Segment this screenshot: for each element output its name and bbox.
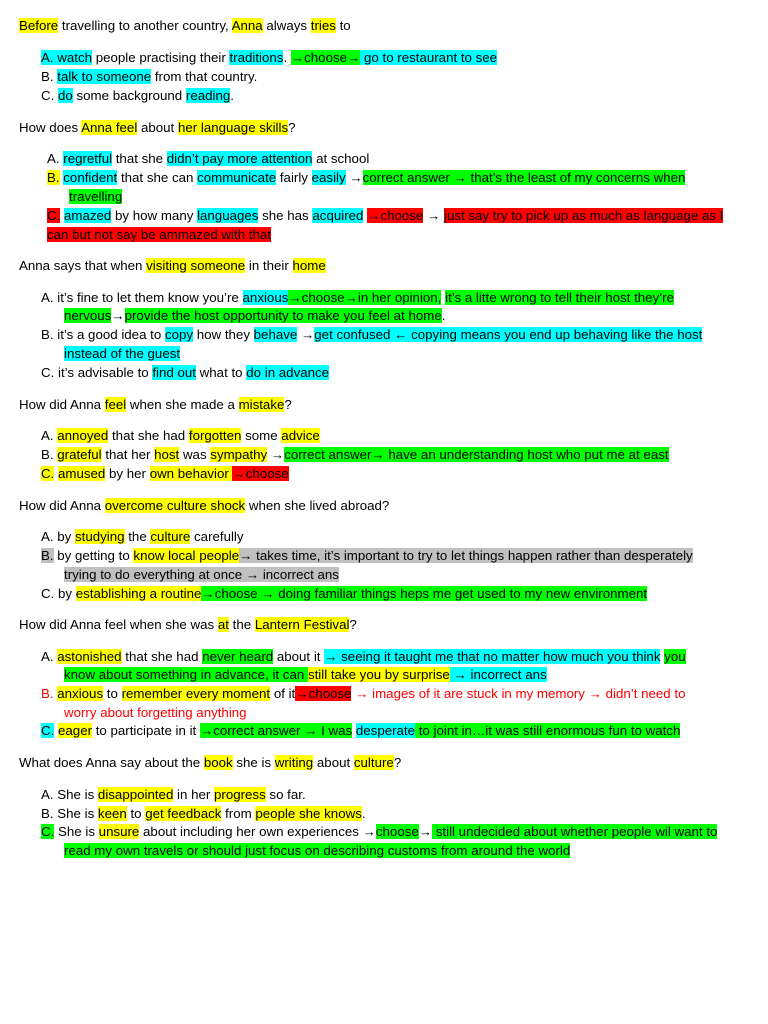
question-5-option-b bbox=[41, 547, 693, 565]
highlighted-text: advice bbox=[281, 428, 320, 443]
highlighted-text: amused bbox=[58, 466, 106, 481]
text-run: How did Anna feel when she was bbox=[19, 617, 218, 632]
question-6-option-c bbox=[41, 722, 680, 740]
text-run: always bbox=[262, 18, 311, 33]
text-run: in her bbox=[173, 787, 214, 802]
text-run: that she bbox=[112, 151, 167, 166]
question-6-option-a bbox=[41, 648, 686, 666]
question-7-option-b bbox=[41, 805, 366, 823]
text-run: ? bbox=[284, 397, 292, 412]
highlighted-text: culture bbox=[150, 529, 191, 544]
question-5-option-a bbox=[41, 528, 244, 546]
highlighted-text: languages bbox=[197, 208, 259, 223]
text-run: that she had bbox=[121, 649, 203, 664]
text-run: that she can bbox=[117, 170, 198, 185]
highlighted-text: keen bbox=[97, 806, 127, 821]
highlighted-text: → images of it are stuck in my memory → didn’t need to bbox=[351, 686, 686, 701]
question-2-option-c bbox=[47, 207, 723, 225]
highlighted-text: → incorrect ans bbox=[449, 667, 547, 682]
highlighted-text: read my own travels or should just focus on describing customs from around the world bbox=[64, 843, 571, 858]
highlighted-text: remember every moment bbox=[121, 686, 271, 701]
highlighted-text: amazed bbox=[64, 208, 112, 223]
text-run: when she lived abroad? bbox=[245, 498, 390, 513]
highlighted-text: → bbox=[232, 466, 246, 481]
text-run: some bbox=[241, 428, 282, 443]
highlighted-text: establishing a routine bbox=[75, 586, 202, 601]
highlighted-text: C. bbox=[41, 466, 55, 481]
highlighted-text: studying bbox=[75, 529, 125, 544]
highlighted-text: astonished bbox=[57, 649, 122, 664]
text-run: B. bbox=[41, 69, 58, 84]
text-run: the bbox=[124, 529, 151, 544]
text-run: → bbox=[111, 308, 125, 323]
text-run: How did Anna bbox=[19, 397, 105, 412]
question-4 bbox=[19, 396, 292, 414]
text-run: ? bbox=[393, 755, 402, 770]
question-5-option-c bbox=[41, 585, 647, 603]
text-run: C. it’s advisable to bbox=[41, 365, 153, 380]
text-run: how they bbox=[193, 327, 254, 342]
text-run: so far. bbox=[265, 787, 306, 802]
text-run: A. bbox=[41, 428, 58, 443]
text-run: from that country. bbox=[151, 69, 258, 84]
text-run: ? bbox=[288, 120, 296, 135]
highlighted-text: grateful bbox=[57, 447, 102, 462]
text-run: to bbox=[335, 18, 351, 33]
highlighted-text: home bbox=[292, 258, 326, 273]
question-5-option-b bbox=[64, 566, 339, 584]
highlighted-text: find out bbox=[152, 365, 196, 380]
highlighted-text: instead of the guest bbox=[64, 346, 181, 361]
question-2-option-b bbox=[69, 188, 122, 206]
question-3 bbox=[19, 257, 326, 275]
highlighted-text: reading bbox=[185, 88, 231, 103]
highlighted-text: know about something in advance, it can bbox=[64, 667, 308, 682]
question-4-option-c bbox=[41, 465, 289, 483]
text-run: people practising their bbox=[92, 50, 230, 65]
highlighted-text: go to restaurant to see bbox=[360, 50, 498, 65]
question-6-option-a bbox=[64, 666, 547, 684]
highlighted-text: host bbox=[154, 447, 180, 462]
highlighted-text: it’s a litte wrong to tell their host they’re bbox=[445, 290, 674, 305]
highlighted-text: travelling bbox=[69, 189, 123, 204]
highlighted-text: talk to someone bbox=[57, 69, 152, 84]
highlighted-text: do bbox=[58, 88, 73, 103]
highlighted-text: Before bbox=[19, 18, 59, 33]
text-run: about including her own experiences → bbox=[139, 824, 376, 839]
highlighted-text: B. bbox=[41, 686, 58, 701]
highlighted-text: writing bbox=[274, 755, 314, 770]
highlighted-text: choose bbox=[245, 466, 289, 481]
highlighted-text: → takes time, it’s important to try to let things happen rather than desperately bbox=[239, 548, 693, 563]
text-run: → bbox=[345, 170, 363, 185]
text-run: → bbox=[423, 208, 444, 223]
question-7-option-c bbox=[41, 823, 717, 841]
highlighted-text: anxious bbox=[242, 290, 289, 305]
text-run: How does bbox=[19, 120, 82, 135]
text-run: B. She is bbox=[41, 806, 98, 821]
highlighted-text: at bbox=[217, 617, 229, 632]
text-run: A. She is bbox=[41, 787, 98, 802]
text-run: carefully bbox=[190, 529, 244, 544]
text-run: C. bbox=[41, 88, 58, 103]
highlighted-text: → seeing it taught me that no matter how much you think bbox=[324, 649, 661, 664]
highlighted-text: didn’t pay more attention bbox=[166, 151, 313, 166]
highlighted-text: anxious bbox=[57, 686, 104, 701]
highlighted-text: you bbox=[664, 649, 686, 664]
highlighted-text: worry about forgetting anything bbox=[64, 705, 247, 720]
text-run: A. bbox=[41, 649, 58, 664]
highlighted-text: just say try to pick up as much as language as I bbox=[444, 208, 724, 223]
highlighted-text: A. watch bbox=[41, 50, 92, 65]
text-run: was bbox=[179, 447, 211, 462]
text-run: fairly bbox=[276, 170, 312, 185]
text-run: Anna says that when bbox=[19, 258, 147, 273]
highlighted-text: behave bbox=[253, 327, 298, 342]
text-run: the bbox=[228, 617, 255, 632]
text-run: A. bbox=[47, 151, 64, 166]
question-6-option-b bbox=[41, 685, 685, 703]
highlighted-text: C. bbox=[41, 824, 55, 839]
text-run: in their bbox=[245, 258, 293, 273]
text-run: from bbox=[221, 806, 256, 821]
highlighted-text: C. bbox=[41, 723, 55, 738]
highlighted-text: copy bbox=[164, 327, 194, 342]
highlighted-text: do in advance bbox=[246, 365, 330, 380]
question-3-option-a bbox=[41, 289, 674, 307]
highlighted-text: visiting someone bbox=[146, 258, 246, 273]
highlighted-text: sympathy bbox=[210, 447, 268, 462]
text-run: A. it’s fine to let them know you’re bbox=[41, 290, 243, 305]
highlighted-text: C. bbox=[47, 208, 61, 223]
highlighted-text: tries bbox=[310, 18, 336, 33]
highlighted-text: can but not say be ammazed with that bbox=[47, 227, 271, 242]
highlighted-text: →choose → doing familiar things heps me get used to my new environment bbox=[201, 586, 648, 601]
question-3-option-b bbox=[64, 345, 180, 363]
highlighted-text: →choose bbox=[295, 686, 352, 701]
highlighted-text: book bbox=[203, 755, 233, 770]
question-3-option-c bbox=[41, 364, 329, 382]
highlighted-text: mistake bbox=[238, 397, 285, 412]
highlighted-text: get feedback bbox=[145, 806, 222, 821]
highlighted-text: in her opinion, bbox=[357, 290, 442, 305]
highlighted-text: correct answer→ have an understanding host who put me at east bbox=[284, 447, 669, 462]
highlighted-text: Lantern Festival bbox=[254, 617, 350, 632]
question-3-option-a bbox=[64, 307, 445, 325]
question-1-option-a bbox=[41, 49, 497, 67]
text-run: at school bbox=[312, 151, 370, 166]
highlighted-text: her language skills bbox=[177, 120, 289, 135]
question-2-option-c bbox=[47, 226, 271, 244]
text-run: → bbox=[297, 327, 315, 342]
highlighted-text: nervous bbox=[64, 308, 112, 323]
text-run: to bbox=[126, 806, 146, 821]
text-run: about bbox=[137, 120, 178, 135]
text-run: . bbox=[441, 308, 446, 323]
highlighted-text: Anna bbox=[231, 18, 263, 33]
highlighted-text: desperate bbox=[355, 723, 416, 738]
highlighted-text: people she knows bbox=[255, 806, 362, 821]
highlighted-text: get confused ← copying means you end up behaving like the host bbox=[314, 327, 703, 342]
highlighted-text: communicate bbox=[197, 170, 277, 185]
text-run: . bbox=[283, 50, 291, 65]
text-run: to bbox=[103, 686, 122, 701]
highlighted-text: choose bbox=[375, 824, 419, 839]
text-run: C. by bbox=[41, 586, 76, 601]
question-3-option-b bbox=[41, 326, 702, 344]
text-run: about bbox=[313, 755, 354, 770]
text-run: by how many bbox=[111, 208, 198, 223]
question-7 bbox=[19, 754, 401, 772]
text-run: what to bbox=[195, 365, 247, 380]
highlighted-text: own behavior bbox=[149, 466, 233, 481]
text-run: . bbox=[230, 88, 234, 103]
text-run: that her bbox=[101, 447, 155, 462]
highlighted-text: still take you by surprise bbox=[307, 667, 450, 682]
highlighted-text: Anna feel bbox=[81, 120, 138, 135]
highlighted-text: easily bbox=[311, 170, 346, 185]
highlighted-text: B. bbox=[47, 170, 60, 185]
text-run: ? bbox=[349, 617, 357, 632]
text-run: B. it’s a good idea to bbox=[41, 327, 165, 342]
highlighted-text: →choose bbox=[367, 208, 424, 223]
text-run: to participate in it bbox=[92, 723, 200, 738]
highlighted-text: trying to do everything at once → incorrect ans bbox=[64, 567, 339, 582]
text-run: B. bbox=[41, 447, 58, 462]
highlighted-text: confident bbox=[63, 170, 118, 185]
text-run: by her bbox=[105, 466, 150, 481]
question-7-option-a bbox=[41, 786, 306, 804]
highlighted-text: feel bbox=[104, 397, 127, 412]
highlighted-text: forgotten bbox=[188, 428, 242, 443]
text-run: A. by bbox=[41, 529, 75, 544]
highlighted-text: know local people bbox=[133, 548, 240, 563]
text-run: by getting to bbox=[53, 548, 134, 563]
question-1 bbox=[19, 17, 351, 35]
highlighted-text: traditions bbox=[229, 50, 284, 65]
highlighted-text: eager bbox=[58, 723, 93, 738]
highlighted-text: never heard bbox=[202, 649, 274, 664]
text-run: travelling to another country, bbox=[58, 18, 232, 33]
text-run: she has bbox=[258, 208, 313, 223]
text-run: What does Anna say about the bbox=[19, 755, 204, 770]
highlighted-text: to joint in…it was still enormous fun to watch bbox=[415, 723, 681, 738]
text-run: . bbox=[361, 806, 366, 821]
highlighted-text: →choose→ bbox=[290, 50, 361, 65]
highlighted-text: acquired bbox=[312, 208, 364, 223]
highlighted-text: regretful bbox=[63, 151, 113, 166]
highlighted-text: correct answer → that’s the least of my concerns when bbox=[362, 170, 686, 185]
highlighted-text: culture bbox=[353, 755, 394, 770]
highlighted-text: overcome culture shock bbox=[104, 498, 246, 513]
question-1-option-c bbox=[41, 87, 234, 105]
highlighted-text: unsure bbox=[98, 824, 140, 839]
highlighted-text: B. bbox=[41, 548, 54, 563]
question-6 bbox=[19, 616, 357, 634]
question-1-option-b bbox=[41, 68, 257, 86]
highlighted-text: still undecided about whether people wil want to bbox=[432, 824, 718, 839]
question-2 bbox=[19, 119, 296, 137]
question-7-option-c bbox=[64, 842, 570, 860]
text-run: that she had bbox=[108, 428, 189, 443]
text-run: She is bbox=[54, 824, 99, 839]
question-2-option-b bbox=[47, 169, 685, 187]
question-4-option-a bbox=[41, 427, 320, 445]
text-run: she is bbox=[232, 755, 275, 770]
highlighted-text: →correct answer → I was bbox=[199, 723, 353, 738]
text-run: about it bbox=[273, 649, 325, 664]
highlighted-text: →choose→ bbox=[288, 290, 358, 305]
highlighted-text: annoyed bbox=[57, 428, 109, 443]
question-5 bbox=[19, 497, 389, 515]
text-run: → bbox=[267, 447, 285, 462]
highlighted-text: disappointed bbox=[97, 787, 174, 802]
text-run: How did Anna bbox=[19, 498, 105, 513]
question-2-option-a bbox=[47, 150, 369, 168]
highlighted-text: progress bbox=[214, 787, 266, 802]
question-4-option-b bbox=[41, 446, 669, 464]
question-6-option-b bbox=[64, 704, 247, 722]
text-run: when she made a bbox=[126, 397, 239, 412]
text-run: → bbox=[418, 824, 433, 839]
text-run: of it bbox=[270, 686, 296, 701]
text-run: some background bbox=[72, 88, 186, 103]
highlighted-text: provide the host opportunity to make you feel at home bbox=[124, 308, 442, 323]
